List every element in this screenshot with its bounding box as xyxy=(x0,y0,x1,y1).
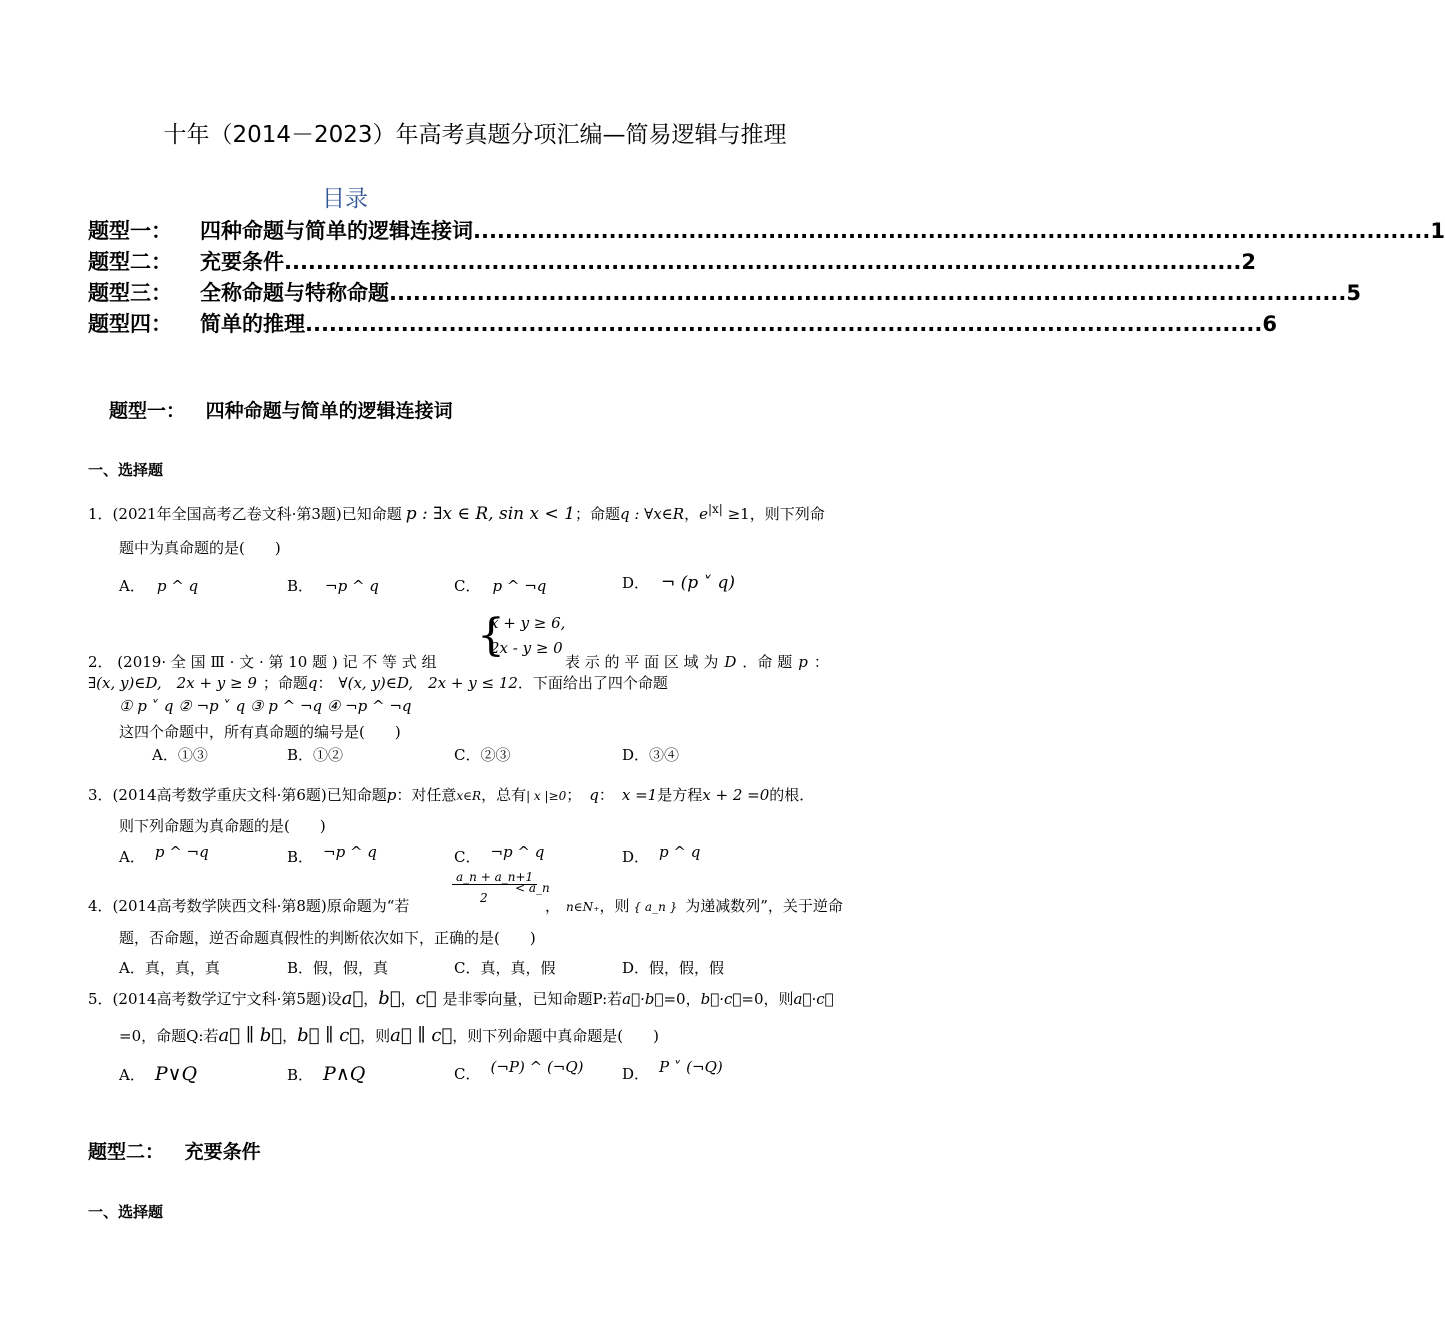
toc-page: 6 xyxy=(1262,312,1277,336)
toc-label: 题型一： xyxy=(88,219,172,243)
q2-math: ∃(x, y)∈D, 2x + y ≥ 9 xyxy=(88,674,257,692)
q3-text: 的根． xyxy=(769,786,815,804)
q2-text: 表 示 的 平 面 区 域 为 xyxy=(565,653,719,671)
q5-parallel-3: a⃗ ∥ c⃗ xyxy=(390,1025,453,1046)
option-label: B． xyxy=(287,848,314,866)
q5-text: 5．(2014高考数学辽宁文科·第5题)设 xyxy=(88,990,342,1008)
q1-math-e-sup: |x| xyxy=(707,502,723,516)
q2-math-q: q xyxy=(307,674,318,692)
q5-option-d[interactable] xyxy=(622,1058,723,1084)
question-2-line-1 xyxy=(88,651,437,672)
question-2-line-2 xyxy=(88,672,668,693)
option-label: A． xyxy=(119,848,145,866)
q5-text: =0，命题Q:若 xyxy=(119,1027,219,1045)
q2-math-D: D xyxy=(724,653,737,671)
option-label: D． xyxy=(622,848,650,866)
toc-label: 题型二： xyxy=(88,250,172,274)
q2-system-line-2: 2x - y ≥ 0 xyxy=(490,639,563,657)
section-label: 题型二： xyxy=(88,1141,165,1163)
q1-text: ，则下列命 xyxy=(749,505,825,523)
q4-text: 为递减数列”，关于逆命 xyxy=(685,897,843,915)
q5-vector-c: c⃗ xyxy=(415,988,437,1009)
option-math: p ^ ¬q xyxy=(154,843,209,861)
system-brace-icon: { xyxy=(477,610,505,661)
q3-option-a[interactable] xyxy=(119,843,209,867)
question-5-line-1: 5．(2014高考数学辽宁文科·第5题)设a⃗，b⃗，c⃗ 是非零向量，已知命题P:若a⃗·b⃗=0，b⃗·c⃗=0，则a⃗·c⃗ xyxy=(88,988,834,1009)
q3-option-d[interactable] xyxy=(622,843,701,867)
toc-heading: 目录 xyxy=(322,186,368,212)
q5-dot-2: b⃗·c⃗ xyxy=(700,990,742,1008)
question-4-line-2: 题，否命题，逆否命题真假性的判断依次如下，正确的是( ) xyxy=(119,929,536,947)
q2-option-a[interactable]: A．①③ xyxy=(152,746,208,764)
option-math: p ^ q xyxy=(659,843,701,861)
q4-math-an: { a_n } xyxy=(633,900,678,914)
toc-page: 1 xyxy=(1430,219,1445,243)
option-label: B． xyxy=(287,577,314,595)
question-3-line-2: 则下列命题为真命题的是( ) xyxy=(119,817,326,835)
q2-text: ；命题 xyxy=(262,674,308,692)
option-math: (¬P) ^ (¬Q) xyxy=(490,1058,584,1076)
q5-text: =0， xyxy=(663,990,701,1008)
toc-row-2[interactable] xyxy=(88,246,1256,276)
q5-option-c[interactable] xyxy=(454,1058,584,1084)
subsection-heading: 一、选择题 xyxy=(88,1203,164,1221)
question-3-line-1 xyxy=(88,784,814,805)
q3-math-x1: x =1 xyxy=(621,786,658,804)
question-5-line-2: =0，命题Q:若a⃗ ∥ b⃗，b⃗ ∥ c⃗，则a⃗ ∥ c⃗，则下列命题中真命题是( ) xyxy=(119,1025,659,1046)
option-label: D． xyxy=(622,574,650,592)
q3-text: ： xyxy=(598,786,614,804)
option-math: ¬p ^ q xyxy=(490,843,545,861)
q1-math-q: q : ∀x∈R xyxy=(619,505,685,523)
q1-text: 1．(2021年全国高考乙卷文科·第3题)已知命题 xyxy=(88,505,402,523)
option-label: B． xyxy=(287,1066,314,1084)
toc-page: 2 xyxy=(1241,250,1256,274)
toc-leader: ........................................................................................................................ xyxy=(473,219,1431,243)
q4-fraction-denominator: 2 xyxy=(480,891,488,905)
q4-text: ， xyxy=(545,897,561,915)
toc-label: 题型四： xyxy=(88,312,172,336)
q2-math-p: p xyxy=(798,653,808,671)
q3-text: ：对任意 xyxy=(396,786,457,804)
q3-math-p: p xyxy=(386,786,397,804)
q5-option-a[interactable] xyxy=(119,1063,197,1085)
question-4-line-1a: 4．(2014高考数学陕西文科·第8题)原命题为“若 xyxy=(88,897,410,915)
q1-text: ；命题 xyxy=(574,505,620,523)
option-label: D． xyxy=(622,1065,650,1083)
question-2-line-1b xyxy=(565,651,829,672)
q4-fraction-numerator: a_n + a_n+1 xyxy=(452,870,537,885)
q5-dot-3: a⃗·c⃗ xyxy=(793,990,834,1008)
question-4-line-1b xyxy=(545,895,843,916)
q2-text: ．下面给出了四个命题 xyxy=(517,674,668,692)
q5-parallel-1: a⃗ ∥ b⃗ xyxy=(218,1025,283,1046)
q5-text: 是非零向量，已知命题P:若 xyxy=(442,990,623,1008)
section-heading-2 xyxy=(88,1137,261,1164)
q2-system-line-1: x + y ≥ 6, xyxy=(490,614,566,632)
toc-text: 充要条件 xyxy=(200,250,284,274)
page-title: 十年（2014－2023）年高考真题分项汇编—简易逻辑与推理 xyxy=(163,122,787,148)
q5-text: ，则下列命题中真命题是( ) xyxy=(452,1027,659,1045)
question-2-line-4: 这四个命题中，所有真命题的编号是( ) xyxy=(119,723,401,741)
q5-vector-a: a⃗ xyxy=(341,988,364,1009)
q4-option-d[interactable]: D．假，假，假 xyxy=(622,959,725,977)
subsection-heading: 一、选择题 xyxy=(88,461,164,479)
toc-row-1[interactable] xyxy=(88,215,1445,245)
q3-text: ，总有 xyxy=(481,786,527,804)
q5-text: ，则 xyxy=(360,1027,391,1045)
toc-leader: ........................................................................................................................ xyxy=(284,250,1242,274)
q4-text: ，则 xyxy=(599,897,630,915)
option-math: p ^ ¬q xyxy=(492,577,547,595)
q5-parallel-2: b⃗ ∥ c⃗ xyxy=(297,1025,361,1046)
q1-math-e: e xyxy=(699,505,708,523)
toc-text: 全称命题与特称命题 xyxy=(200,281,389,305)
section-text: 充要条件 xyxy=(184,1141,261,1163)
q2-option-d[interactable]: D．③④ xyxy=(622,746,680,764)
option-math: P ˅ (¬Q) xyxy=(659,1058,723,1076)
q2-text: ： xyxy=(813,653,829,671)
section-heading-1 xyxy=(109,396,453,423)
toc-label: 题型三： xyxy=(88,281,172,305)
option-math: ¬p ^ q xyxy=(323,843,377,861)
toc-leader: ........................................................................................................................ xyxy=(389,281,1347,305)
option-math: p ^ q xyxy=(156,577,199,595)
q2-math: ∀(x, y)∈D, 2x + y ≤ 12 xyxy=(338,674,518,692)
q4-option-a[interactable]: A．真，真，真 xyxy=(119,959,220,977)
q1-math-p: p : ∃x ∈ R, sin x < 1 xyxy=(405,504,575,524)
q3-text: 是方程 xyxy=(657,786,703,804)
toc-row-4[interactable] xyxy=(88,308,1277,338)
q5-vector-b: b⃗ xyxy=(378,988,401,1009)
option-math: P∨Q xyxy=(154,1063,198,1085)
q2-text: 2． (2019· 全 国 Ⅲ · 文 · 第 10 题 ) 记 不 等 式 组 xyxy=(88,653,437,671)
q2-text: ．命 题 xyxy=(742,653,793,671)
q1-option-a[interactable] xyxy=(119,575,198,596)
q1-option-d[interactable] xyxy=(622,572,735,593)
q1-text: ， xyxy=(684,505,700,523)
toc-row-3[interactable] xyxy=(88,277,1361,307)
q3-text: ； xyxy=(566,786,582,804)
q4-option-c[interactable]: C．真，真，假 xyxy=(454,959,556,977)
q2-option-c[interactable]: C．②③ xyxy=(454,746,511,764)
option-label: C． xyxy=(454,577,481,595)
question-2-line-3: ① p ˅ q ② ¬p ˅ q ③ p ^ ¬q ④ ¬p ^ ¬q xyxy=(119,697,412,715)
question-1-line-1 xyxy=(88,502,825,524)
toc-page: 5 xyxy=(1346,281,1361,305)
q4-option-b[interactable]: B．假，假，真 xyxy=(287,959,389,977)
option-math: ¬p ^ q xyxy=(325,577,379,595)
option-label: A． xyxy=(119,1066,145,1084)
q2-option-b[interactable]: B．①② xyxy=(287,746,344,764)
option-label: C． xyxy=(454,1065,481,1083)
option-label: C． xyxy=(454,848,481,866)
section-text: 四种命题与简单的逻辑连接词 xyxy=(205,400,453,422)
q3-math-x: x∈R xyxy=(456,789,482,803)
q5-text: =0，则 xyxy=(741,990,794,1008)
q3-option-b[interactable] xyxy=(287,843,377,867)
q1-math-e-rest: ≥1 xyxy=(722,505,750,523)
q3-option-c[interactable] xyxy=(454,843,545,867)
toc-leader: ........................................................................................................................ xyxy=(305,312,1263,336)
q4-math-n: n∈N₊ xyxy=(566,900,600,914)
q3-math-eq: x + 2 =0 xyxy=(702,786,770,804)
question-1-line-2: 题中为真命题的是( ) xyxy=(119,539,281,557)
q3-math-abs: | x |≥0 xyxy=(526,789,567,803)
toc-text: 简单的推理 xyxy=(200,312,305,336)
option-math: ¬ (p ˅ q) xyxy=(661,573,736,593)
q3-math-q: q xyxy=(589,786,599,804)
q4-fraction-rest: < a_n xyxy=(515,881,550,895)
q2-text: ： xyxy=(317,674,333,692)
q5-dot-1: a⃗·b⃗ xyxy=(622,990,664,1008)
q1-option-b[interactable] xyxy=(287,575,379,596)
toc-text: 四种命题与简单的逻辑连接词 xyxy=(200,219,473,243)
section-label: 题型一： xyxy=(109,400,186,422)
q3-text: 3．(2014高考数学重庆文科·第6题)已知命题 xyxy=(88,786,387,804)
option-label: A． xyxy=(119,577,145,595)
q1-option-c[interactable] xyxy=(454,575,546,596)
option-math: P∧Q xyxy=(323,1063,366,1085)
q5-option-b[interactable] xyxy=(287,1063,365,1085)
